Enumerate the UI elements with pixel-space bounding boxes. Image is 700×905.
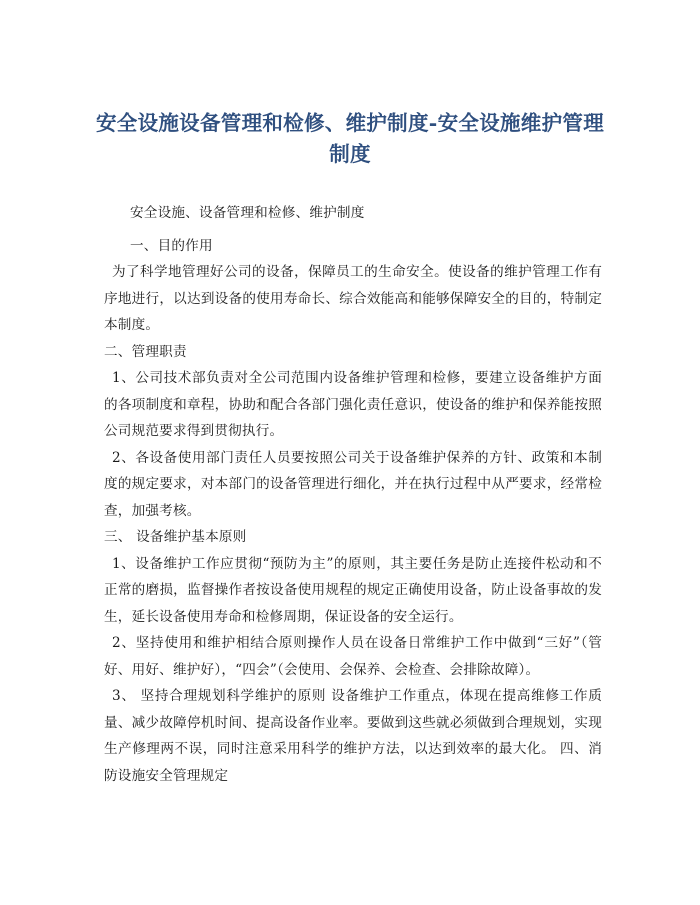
paragraph-principle-1: 1、设备维护工作应贯彻“预防为主”的原则，其主要任务是防止连接件松动和不正常的磨损，监督操作者按设备使用规程的规定正确使用设备，防止设备事故的发生，延长设备使用寿命和检修周期，保证设备的安全运行。 xyxy=(104,555,602,625)
paragraph-principle-2: 2、坚持使用和维护相结合原则操作人员在设备日常维护工作中做到“三好”（管好、用好、维护好），“四会”（会使用、会保养、会检查、会排除故障）。 xyxy=(104,635,602,678)
document-body xyxy=(104,200,602,789)
document-subtitle: 安全设施、设备管理和检修、维护制度 xyxy=(130,205,365,221)
section-heading-purpose: 一、目的作用 xyxy=(130,237,213,254)
paragraph-purpose: 为了科学地管理好公司的设备，保障员工的生命安全。使设备的维护管理工作有序地进行，以达到设备的使用寿命长、综合效能高和能够保障安全的目的，特制定本制度。 xyxy=(104,264,602,333)
paragraph-responsibility-1: 1、公司技术部负责对全公司范围内设备维护管理和检修，要建立设备维护方面的各项制度和章程，协助和配合各部门强化责任意识，使设备的维护和保养能按照公司规范要求得到贯彻执行。 xyxy=(104,370,602,439)
document-title: 安全设施设备管理和检修、维护制度-安全设施维护管理制度 xyxy=(95,111,604,166)
paragraph-principle-3: 3、 坚持合理规划科学维护的原则 设备维护工作重点，体现在提高维修工作质量、减少故障停机时间、提高设备作业率。要做到这些就必须做到合理规划，实现生产修理两不误，同时注意采用科学的维护方法，以达到效率的最大化。 四、消防设施安全管理规定 xyxy=(104,688,602,784)
section-heading-principles: 三、 设备维护基本原则 xyxy=(104,529,247,545)
section-heading-responsibilities: 二、管理职责 xyxy=(104,343,187,360)
paragraph-responsibility-2: 2、各设备使用部门责任人员要按照公司关于设备维护保养的方针、政策和本制度的规定要求，对本部门的设备管理进行细化，并在执行过程中从严要求，经常检查，加强考核。 xyxy=(104,449,602,519)
